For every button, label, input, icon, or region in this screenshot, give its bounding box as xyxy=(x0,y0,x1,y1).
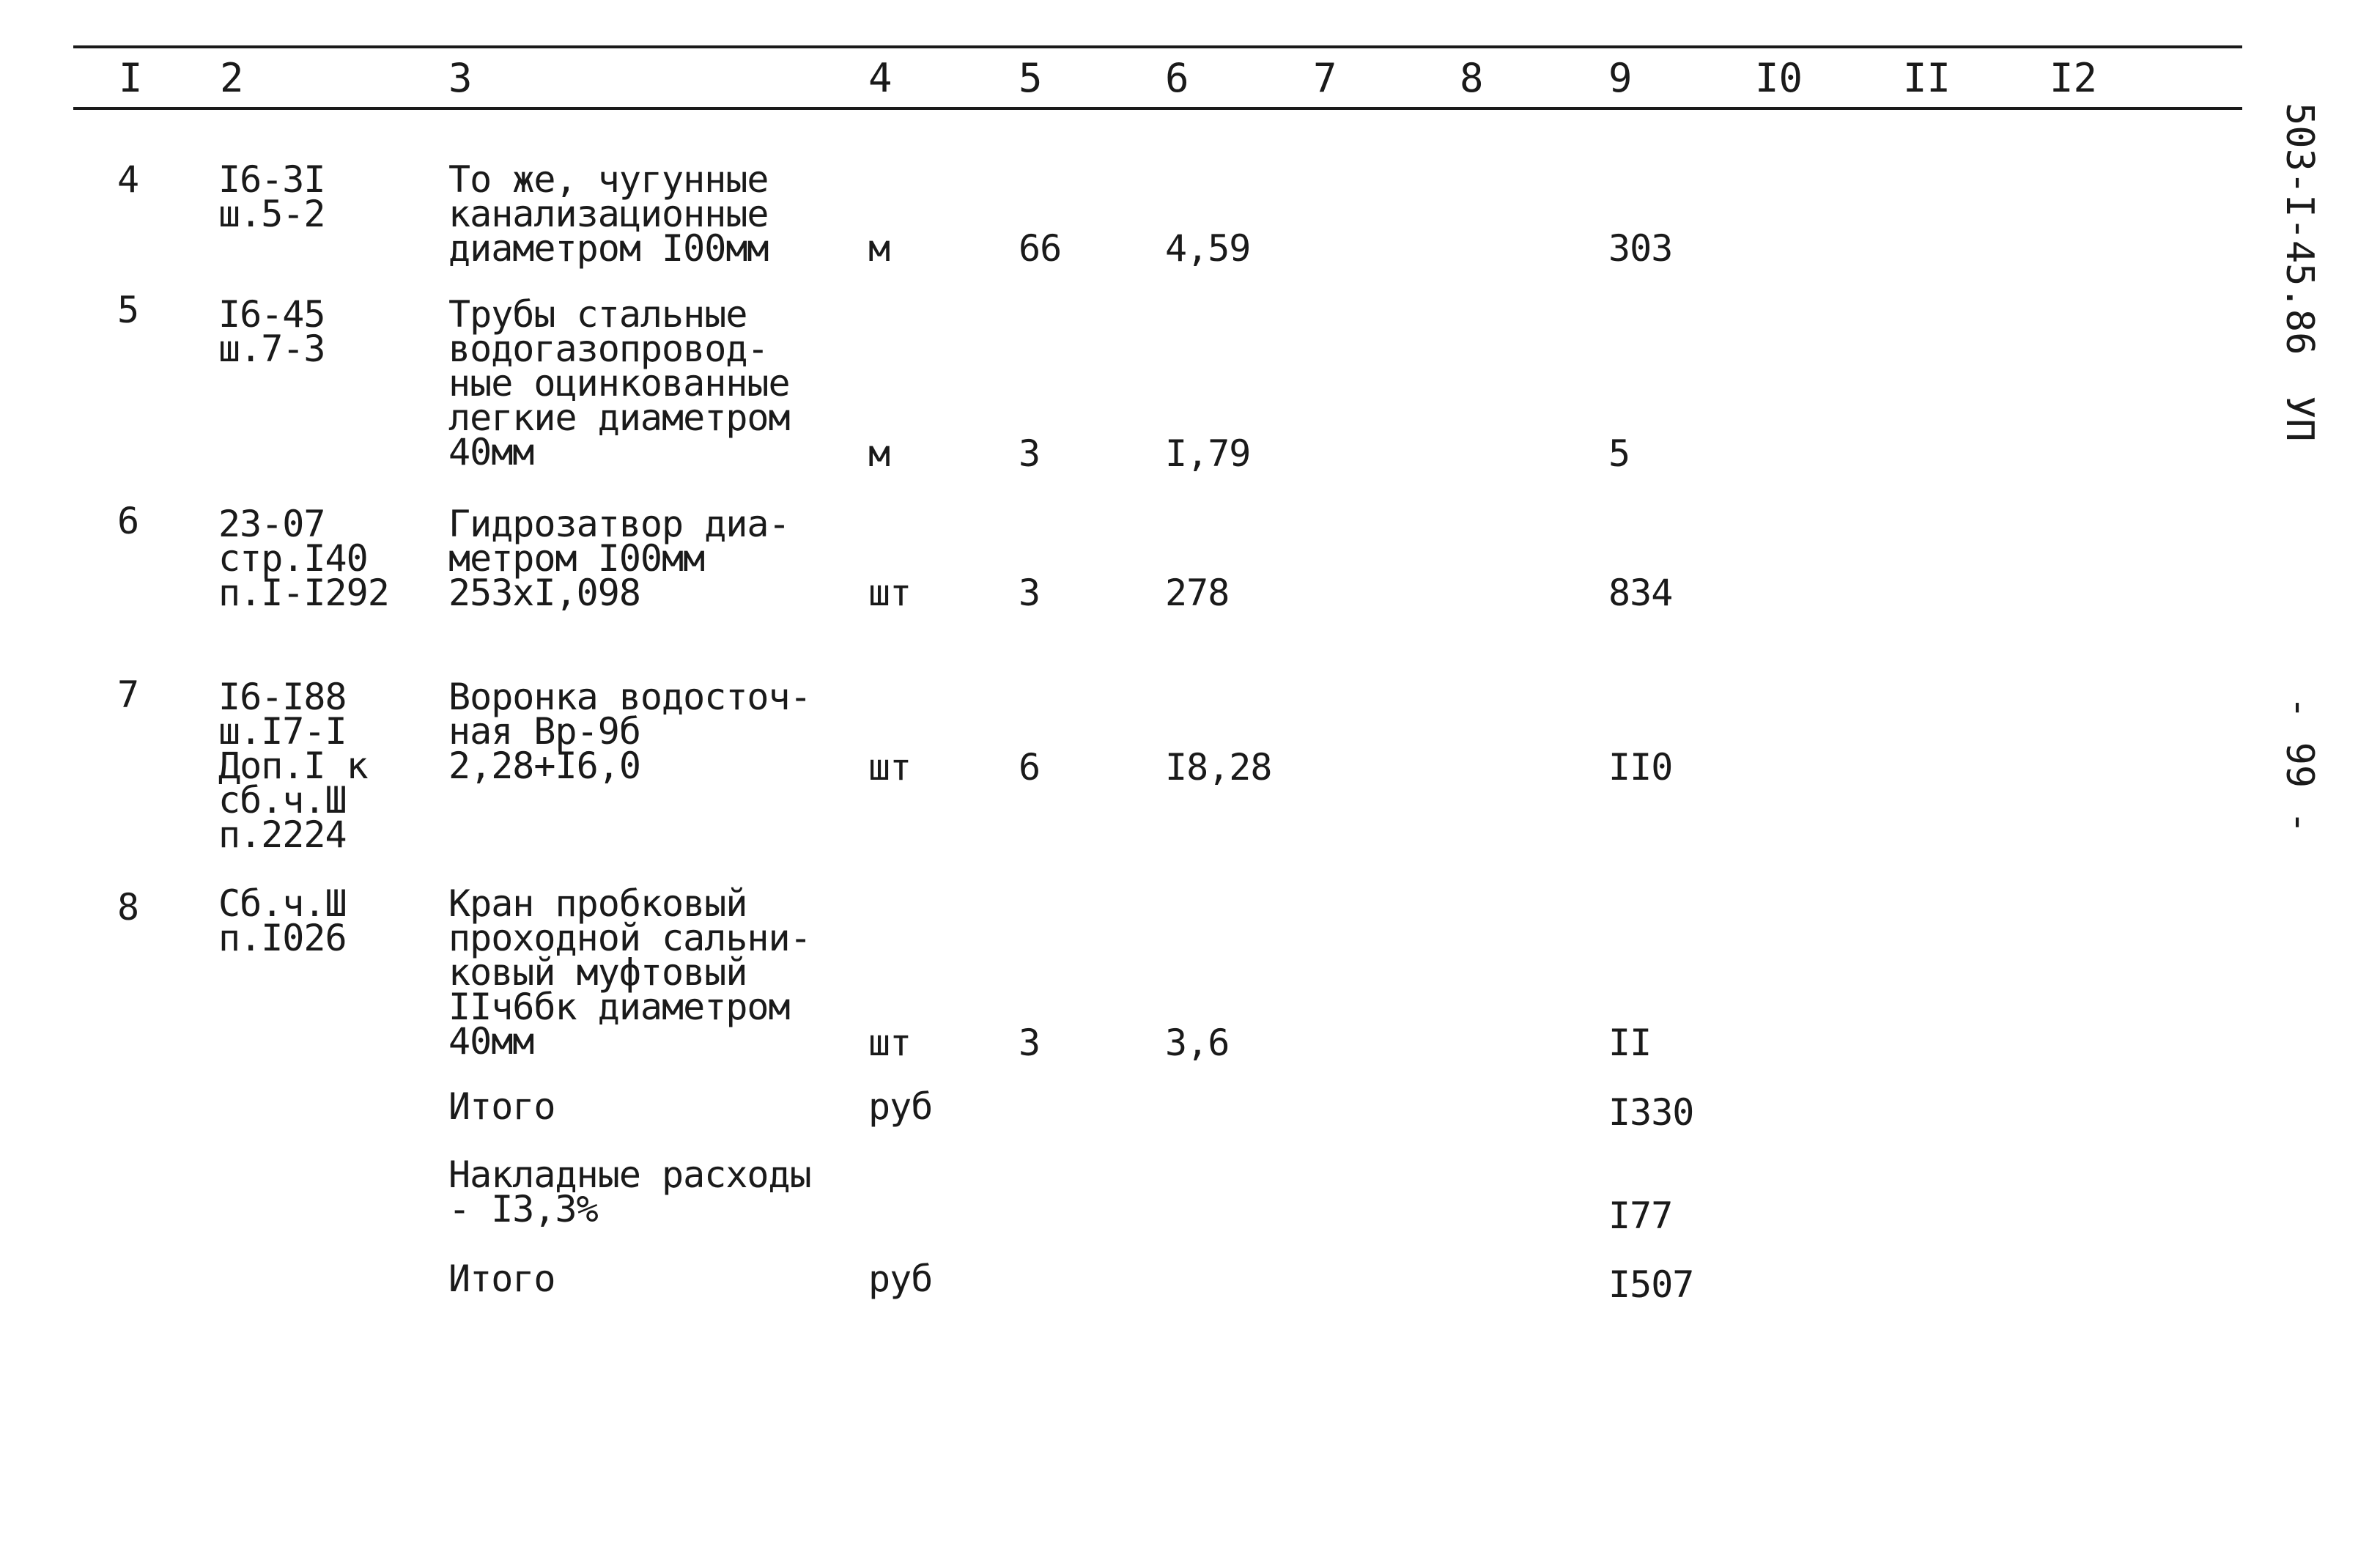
row-name-line: Гидрозатвор диа- xyxy=(448,503,790,545)
column-header: 3 xyxy=(448,55,473,101)
row-number: 4 xyxy=(117,158,139,201)
row-name-line: водогазопровод- xyxy=(448,328,769,370)
summary-unit: руб xyxy=(868,1085,933,1128)
row-name-line: IIч6бк диаметром xyxy=(448,986,790,1028)
row-code-line: п.2224 xyxy=(218,813,347,856)
row-name-line: ная Вр-9б xyxy=(448,710,640,753)
row-total: II0 xyxy=(1608,746,1673,789)
page-number: - 99 - xyxy=(2277,696,2321,834)
row-code-line: I6-3I xyxy=(218,158,325,201)
row-name-line: Кран пробковый xyxy=(448,882,747,925)
row-name-line: диаметром I00мм xyxy=(448,227,769,270)
row-name-line: 40мм xyxy=(448,431,534,473)
column-header: 8 xyxy=(1460,55,1484,101)
row-total: II xyxy=(1608,1022,1652,1064)
summary-unit: руб xyxy=(868,1258,933,1300)
row-code-line: I6-45 xyxy=(218,293,325,336)
row-quantity: 3 xyxy=(1019,432,1041,475)
column-header: 5 xyxy=(1019,55,1043,101)
column-header: 4 xyxy=(868,55,892,101)
row-number: 8 xyxy=(117,886,139,928)
row-name-line: Воронка водосточ- xyxy=(448,676,811,718)
column-header: 7 xyxy=(1313,55,1337,101)
summary-label: - I3,3% xyxy=(448,1188,598,1230)
column-header: I0 xyxy=(1755,55,1803,101)
row-name-line: легкие диаметром xyxy=(448,396,790,439)
summary-label: Накладные расходы xyxy=(448,1153,811,1196)
row-name-line: ковый муфтовый xyxy=(448,951,747,994)
row-quantity: 3 xyxy=(1019,1022,1041,1064)
column-header: II xyxy=(1903,55,1951,101)
row-code-line: Доп.I к xyxy=(218,745,368,787)
row-name-line: 253хI,098 xyxy=(448,572,640,614)
row-price: I,79 xyxy=(1165,432,1251,475)
row-code-line: ш.I7-I xyxy=(218,710,347,753)
row-unit: шт xyxy=(868,1022,912,1064)
row-unit: м xyxy=(868,432,890,475)
row-code-line: ш.7-3 xyxy=(218,328,325,370)
summary-label: Итого xyxy=(448,1258,555,1300)
row-unit: шт xyxy=(868,572,912,614)
row-total: 834 xyxy=(1608,572,1673,614)
row-code-line: п.I026 xyxy=(218,917,347,959)
row-name-line: проходной сальни- xyxy=(448,917,811,959)
column-header: I xyxy=(119,55,143,101)
row-total: 5 xyxy=(1608,432,1630,475)
row-code-line: ш.5-2 xyxy=(218,193,325,235)
column-header: I2 xyxy=(2050,55,2098,101)
row-quantity: 3 xyxy=(1019,572,1041,614)
row-quantity: 6 xyxy=(1019,746,1041,789)
column-header: 9 xyxy=(1608,55,1633,101)
row-code-line: сб.ч.Ш xyxy=(218,779,347,822)
row-name-line: метром I00мм xyxy=(448,537,705,580)
row-unit: шт xyxy=(868,746,912,789)
row-number: 7 xyxy=(117,673,139,716)
album-label: УП xyxy=(2277,396,2321,442)
row-code-line: п.I-I292 xyxy=(218,572,389,614)
row-name-line: Трубы стальные xyxy=(448,293,747,336)
header-bottom-rule xyxy=(73,107,2242,110)
row-code-line: Сб.ч.Ш xyxy=(218,882,347,925)
summary-total: I507 xyxy=(1608,1263,1694,1306)
row-name-line: ные оцинкованные xyxy=(448,362,790,405)
row-quantity: 66 xyxy=(1019,227,1062,270)
column-header: 6 xyxy=(1165,55,1189,101)
row-price: I8,28 xyxy=(1165,746,1272,789)
row-code-line: 23-07 xyxy=(218,503,325,545)
document-code: 503-I-45.86 xyxy=(2277,103,2321,355)
row-price: 3,6 xyxy=(1165,1022,1230,1064)
summary-label: Итого xyxy=(448,1085,555,1128)
row-name-line: То же, чугунные xyxy=(448,158,769,201)
header-top-rule xyxy=(73,45,2242,48)
row-name-line: 40мм xyxy=(448,1020,534,1063)
row-number: 5 xyxy=(117,289,139,331)
row-code-line: I6-I88 xyxy=(218,676,347,718)
summary-total: I330 xyxy=(1608,1091,1694,1134)
row-code-line: стр.I40 xyxy=(218,537,368,580)
row-total: 303 xyxy=(1608,227,1673,270)
row-unit: м xyxy=(868,227,890,270)
row-price: 4,59 xyxy=(1165,227,1251,270)
row-price: 278 xyxy=(1165,572,1230,614)
row-number: 6 xyxy=(117,500,139,542)
column-header: 2 xyxy=(220,55,244,101)
summary-total: I77 xyxy=(1608,1195,1673,1237)
row-name-line: 2,28+I6,0 xyxy=(448,745,640,787)
row-name-line: канализационные xyxy=(448,193,769,235)
